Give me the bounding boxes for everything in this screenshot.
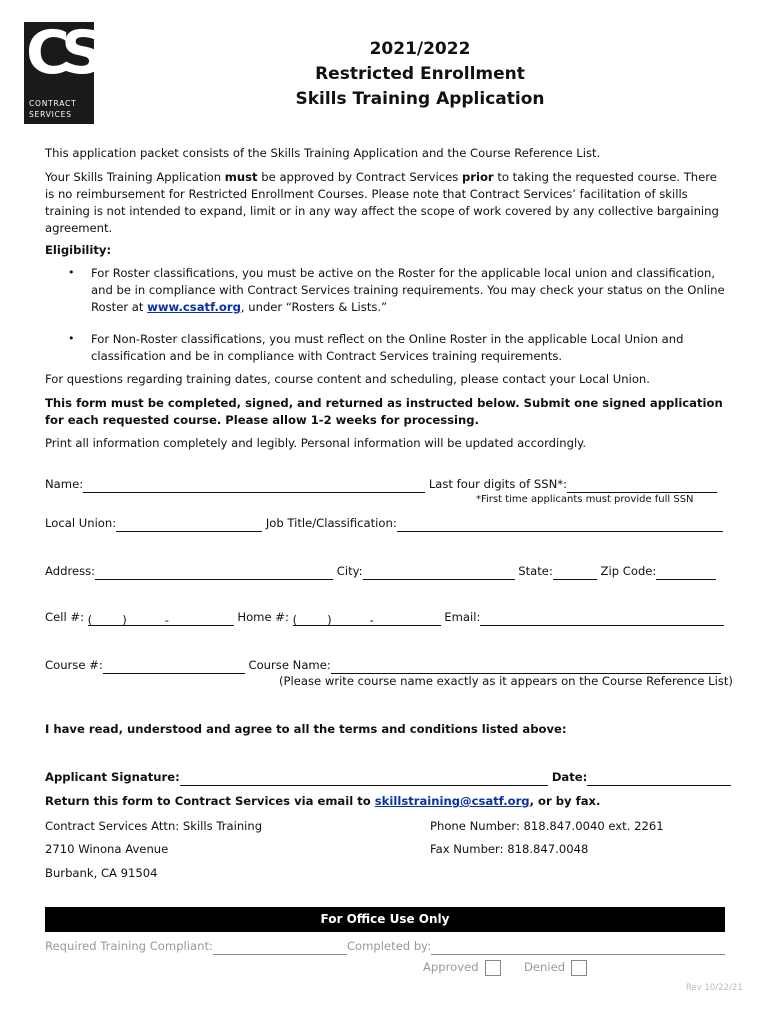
local-union-label: Local Union: (45, 516, 117, 530)
questions-text: For questions regarding training dates, course content and scheduling, please contact your Local Union. (45, 372, 650, 386)
job-title-label: Job Title/Classification: (265, 516, 397, 530)
cell-paren-open: ( (87, 613, 93, 627)
signature-label: Applicant Signature: (45, 770, 180, 784)
date-field[interactable] (587, 772, 731, 786)
bullet-1: • (68, 266, 75, 279)
approved-checkbox[interactable] (485, 960, 501, 976)
office-row (45, 938, 725, 955)
completed-by-field[interactable] (431, 941, 725, 955)
roster-text: For Roster classifications, you must be active on the Roster for the applicable local union and classification, and be in compliance with Contract Services training requirements. You may check your status on the Online Roster at (91, 266, 725, 314)
ssn-note: *First time applicants must provide full SSN (476, 494, 694, 505)
csatf-link[interactable]: www.csatf.org (147, 300, 241, 314)
approval-prior: prior (461, 170, 494, 184)
address-line3: Burbank, CA 91504 (45, 866, 158, 880)
city-label: City: (336, 564, 363, 578)
denied-checkbox[interactable] (571, 960, 587, 976)
title-line3: Skills Training Application (295, 89, 545, 109)
agree-statement: I have read, understood and agree to all the terms and conditions listed above: (45, 722, 567, 736)
phone-row (45, 609, 724, 626)
roster-text-tail: , under “Rosters & Lists.” (240, 300, 388, 314)
zip-label: Zip Code: (600, 564, 657, 578)
cell-dash: - (164, 613, 169, 627)
phone-number: Phone Number: 818.847.0040 ext. 2261 (430, 819, 664, 833)
cell-field[interactable] (88, 612, 234, 626)
local-union-field[interactable] (116, 518, 262, 532)
course-num-field[interactable] (103, 660, 245, 674)
course-name-field[interactable] (331, 660, 721, 674)
logo-line1: CONTRACT (29, 99, 77, 108)
home-paren-open: ( (292, 613, 298, 627)
zip-field[interactable] (656, 566, 716, 580)
return-text: Return this form to Contract Services via email to (45, 794, 375, 808)
home-label: Home #: (237, 610, 289, 624)
home-paren-close: ) (327, 613, 332, 627)
union-row (45, 515, 723, 532)
course-num-label: Course #: (45, 658, 103, 672)
email-label: Email: (444, 610, 481, 624)
fax-number: Fax Number: 818.847.0048 (430, 842, 589, 856)
eligibility-item-roster (91, 265, 725, 316)
compliant-field[interactable] (213, 941, 347, 955)
email-field[interactable] (480, 612, 724, 626)
approved-label: Approved (423, 960, 479, 974)
state-label: State: (518, 564, 553, 578)
address-line1: Contract Services Attn: Skills Training (45, 819, 263, 833)
address-line2: 2710 Winona Avenue (45, 842, 169, 856)
eligibility-heading: Eligibility: (45, 243, 112, 257)
date-label: Date: (551, 770, 588, 784)
home-dash: - (369, 613, 374, 627)
state-field[interactable] (553, 566, 597, 580)
denied-label: Denied (523, 960, 566, 974)
name-label: Name: (45, 477, 84, 491)
contract-services-logo (24, 18, 95, 124)
revision-date: Rev 10/22/21 (686, 983, 743, 993)
completed-by-label: Completed by: (346, 939, 432, 953)
address-field[interactable] (95, 566, 333, 580)
title-line2: Restricted Enrollment (315, 64, 525, 84)
approval-checkboxes (423, 959, 587, 976)
return-instructions (45, 793, 725, 810)
title-year: 2021/2022 (369, 39, 471, 59)
signature-field[interactable] (180, 772, 548, 786)
course-name-label: Course Name: (248, 658, 331, 672)
city-field[interactable] (363, 566, 515, 580)
print-note: Print all information completely and legibly. Personal information will be updated accordingly. (45, 436, 587, 450)
approval-text-1: Your Skills Training Application (45, 170, 225, 184)
skills-email-link[interactable]: skillstraining@csatf.org (374, 794, 530, 808)
office-use-header: For Office Use Only (45, 907, 725, 932)
logo-line2: SERVICES (29, 110, 72, 119)
ssn-label: Last four digits of SSN*: (428, 477, 568, 491)
bold-notice: This form must be completed, signed, and returned as instructed below. Submit one signed application for each requested course. Please allow 1-2 weeks for processing. (45, 396, 723, 427)
eligibility-item-nonroster: For Non-Roster classifications, you must reflect on the Online Roster in the applicable Local Union and classification and be in compliance with Contract Services training requirements. (91, 332, 684, 363)
intro-text: This application packet consists of the Skills Training Application and the Course Reference List. (45, 146, 601, 160)
cell-paren-close: ) (122, 613, 127, 627)
logo-letters: CS (26, 18, 95, 88)
signature-row (45, 769, 731, 786)
course-note: (Please write course name exactly as it appears on the Course Reference List) (279, 674, 733, 688)
return-tail: , or by fax. (529, 794, 601, 808)
course-row (45, 657, 721, 674)
approval-text-2: be approved by Contract Services (257, 170, 462, 184)
cell-label: Cell #: (45, 610, 84, 624)
form-title (240, 37, 600, 112)
approval-must: must (224, 170, 258, 184)
bullet-2: • (68, 332, 75, 345)
home-field[interactable] (293, 612, 441, 626)
address-row (45, 563, 716, 580)
approval-text-3: to taking the requested course. There is no reimbursement for Restricted Enrollment Courses. Please note that Contract Services’ facilitation of skills training is not intended to expand, limit or in any way affect the scope of work covered by any collective bargaining agreement. (45, 170, 719, 235)
job-title-field[interactable] (397, 518, 723, 532)
compliant-label: Required Training Compliant: (45, 939, 213, 953)
name-field[interactable] (83, 479, 425, 493)
address-label: Address: (45, 564, 96, 578)
approval-paragraph (45, 169, 725, 237)
